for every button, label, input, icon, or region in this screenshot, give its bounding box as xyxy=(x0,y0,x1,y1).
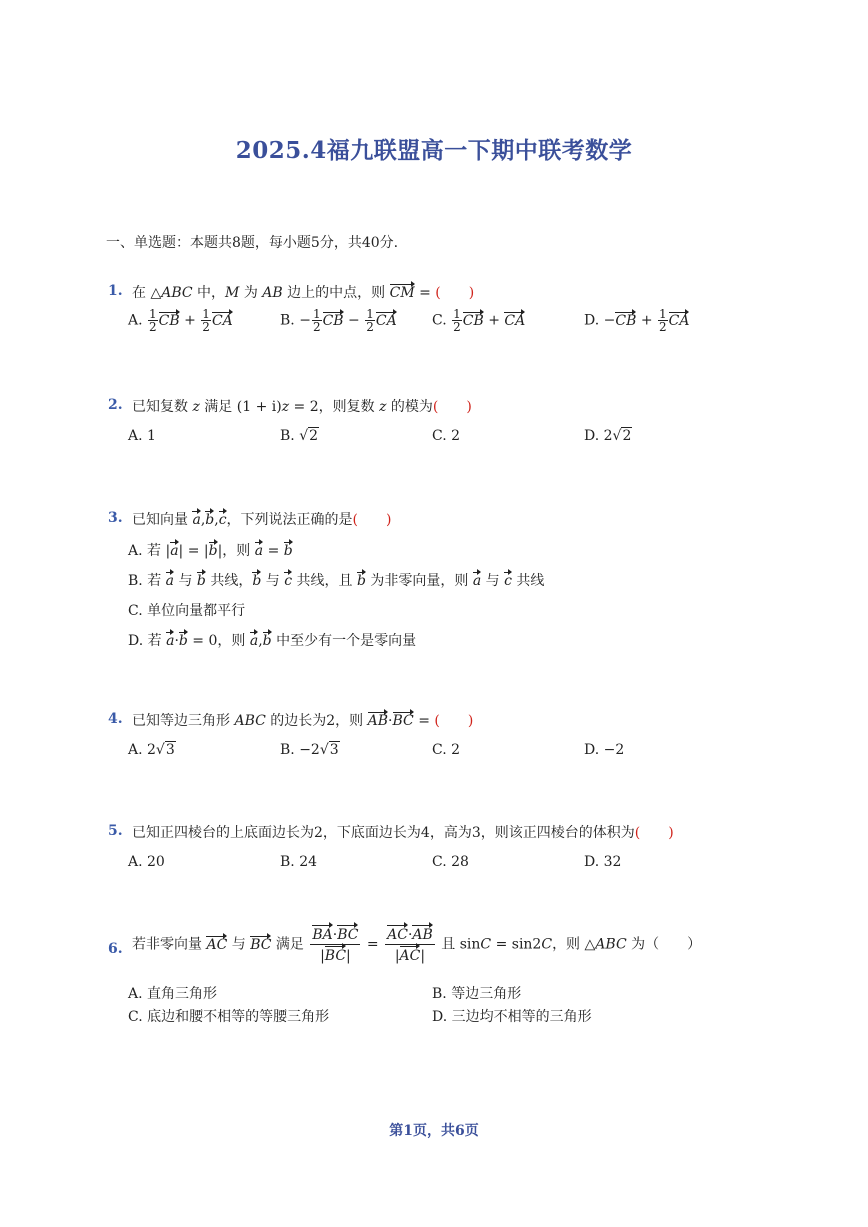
question-3-number: 3. xyxy=(108,510,123,526)
question-6-option-c: C. 底边和腰不相等的等腰三角形 xyxy=(128,1009,330,1025)
question-6-number: 6. xyxy=(108,941,123,957)
page-footer: 第1页，共6页 xyxy=(389,1123,479,1139)
question-5-stem: 已知正四棱台的上底面边长为2，下底面边长为4，高为3，则该正四棱台的体积为( ) xyxy=(132,825,674,841)
question-1-stem: 在 △ABC 中，M 为 AB 边上的中点，则 CM = ( ) xyxy=(132,285,475,301)
question-5-option-c: C. 28 xyxy=(432,854,469,870)
question-6-stem: 若非零向量 AC 与 BC 满足 $\frac{BA\cdot BC}{|BC|}$ = $\frac{AC\cdot AB}{|AC|}$ 且 sinC = sin2C，则 △ABC 为（ ） xyxy=(132,924,701,965)
question-2-number: 2. xyxy=(108,397,123,413)
question-4-option-a: A. 2√3 xyxy=(128,742,175,758)
question-4-number: 4. xyxy=(108,711,123,727)
question-1-option-c: C. $\frac{1}{2}$ CB + CA xyxy=(432,307,526,334)
question-4-option-c: C. 2 xyxy=(432,742,461,758)
question-1-option-a: A. $\frac{1}{2}$ CB + $\frac{1}{2}$ CA xyxy=(128,307,233,334)
question-1-option-d: D. −CB + $\frac{1}{2}$ CA xyxy=(584,307,690,334)
section-heading: 一、单选题：本题共8题，每小题5分，共40分. xyxy=(106,235,399,251)
question-3-option-a: A. 若 |a| = |b|，则 a = b xyxy=(128,543,293,559)
question-1-option-b: B. − $\frac{1}{2}$ CB − $\frac{1}{2}$ CA xyxy=(280,307,397,334)
question-5-option-d: D. 32 xyxy=(584,854,622,870)
question-3-option-d: D. 若 a·b = 0，则 a,b 中至少有一个是零向量 xyxy=(128,633,417,649)
page-title: 2025.4福九联盟高一下期中联考数学 xyxy=(235,137,633,164)
question-4-option-b: B. −2√3 xyxy=(280,742,339,758)
question-5-option-b: B. 24 xyxy=(280,854,318,870)
question-2-option-c: C. 2 xyxy=(432,428,461,444)
question-5-number: 5. xyxy=(108,823,123,839)
question-1-number: 1. xyxy=(108,283,123,299)
question-3-stem: 已知向量 a,b,c，下列说法正确的是( ) xyxy=(132,512,392,528)
question-6-option-d: D. 三边均不相等的三角形 xyxy=(432,1009,592,1025)
question-2-stem: 已知复数 z 满足 (1 + i)z = 2，则复数 z 的模为( ) xyxy=(132,399,472,415)
question-2-option-d: D. 2√2 xyxy=(584,428,632,444)
question-2-option-b: B. √2 xyxy=(280,428,319,444)
question-5-option-a: A. 20 xyxy=(128,854,165,870)
question-6-option-a: A. 直角三角形 xyxy=(128,986,218,1002)
question-2-option-a: A. 1 xyxy=(128,428,156,444)
question-3-option-b: B. 若 a 与 b 共线，b 与 c 共线，且 b 为非零向量，则 a 与 c 共线 xyxy=(128,573,545,589)
question-4-option-d: D. −2 xyxy=(584,742,625,758)
question-4-stem: 已知等边三角形 ABC 的边长为2，则 AB·BC = ( ) xyxy=(132,713,474,729)
answer-blank: ( ) xyxy=(435,285,475,301)
question-6-option-b: B. 等边三角形 xyxy=(432,986,522,1002)
question-3-option-c: C. 单位向量都平行 xyxy=(128,603,246,619)
